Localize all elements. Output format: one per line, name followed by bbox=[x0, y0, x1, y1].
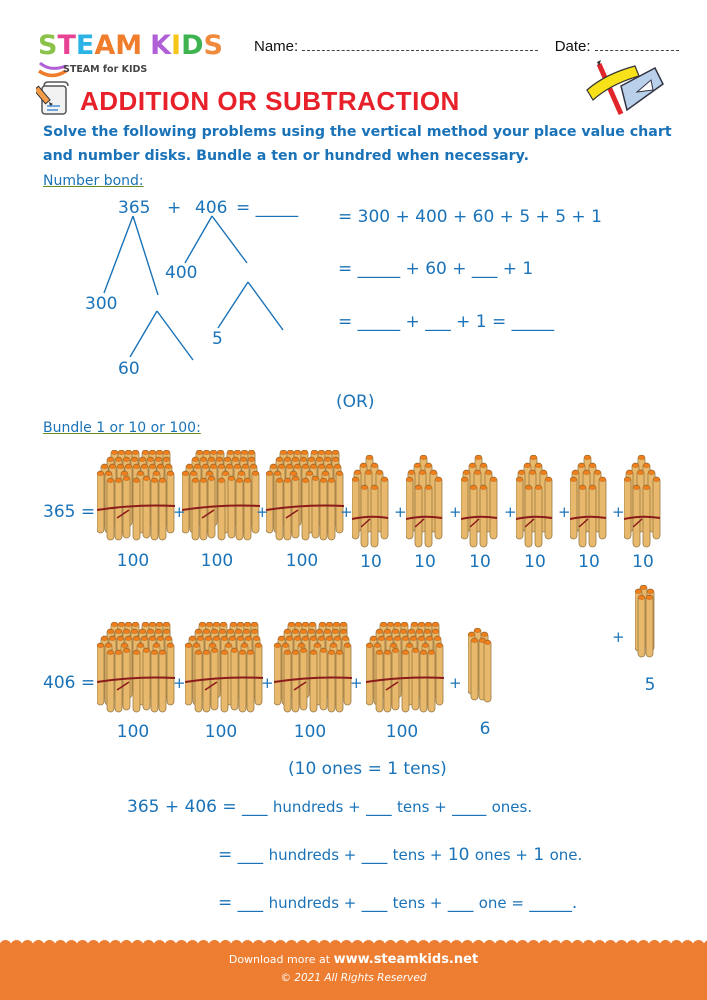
ones-word: ones + bbox=[474, 846, 528, 864]
ten-bundle-icon bbox=[624, 455, 664, 551]
logo-letter: D bbox=[181, 30, 204, 61]
ones-word: ones. bbox=[491, 798, 533, 816]
plus-sign: + bbox=[612, 503, 625, 521]
ten-ones-count: 10 bbox=[447, 845, 470, 865]
hundreds-word: hundreds + bbox=[272, 798, 361, 816]
row2-lhs: 406 = bbox=[43, 673, 96, 693]
hundred-bundle-icon bbox=[97, 450, 179, 546]
ones-blank: ___ bbox=[447, 893, 474, 913]
one-word: one = bbox=[478, 894, 524, 912]
plus-sign: + bbox=[612, 628, 625, 646]
bond-addend-a: 365 bbox=[118, 198, 151, 218]
hundreds-word: hundreds + bbox=[268, 894, 357, 912]
one-count: 1 bbox=[533, 845, 545, 865]
plus-sign: + bbox=[173, 503, 186, 521]
summary-lhs: 365 + 406 = bbox=[127, 797, 237, 817]
plus-sign: + bbox=[256, 503, 269, 521]
plus-sign: + bbox=[449, 503, 462, 521]
plus-sign: + bbox=[558, 503, 571, 521]
ten-bundle-icon bbox=[570, 455, 610, 551]
bond-plus: + bbox=[167, 198, 182, 218]
plus-sign: + bbox=[350, 674, 363, 692]
logo-letter: T bbox=[57, 30, 76, 61]
hundred-bundle-icon bbox=[266, 450, 348, 546]
plus-sign: + bbox=[173, 674, 186, 692]
hundreds-word: hundreds + bbox=[268, 846, 357, 864]
one-word: one. bbox=[549, 846, 583, 864]
tens-blank: ___ bbox=[366, 797, 392, 817]
bond-node-60: 60 bbox=[118, 359, 140, 379]
page-title: ADDITION OR SUBTRACTION bbox=[80, 86, 460, 116]
logo-letter: S bbox=[38, 30, 58, 61]
hundred-bundle-icon bbox=[185, 622, 267, 718]
plus-sign: + bbox=[504, 503, 517, 521]
plus-sign: + bbox=[340, 503, 353, 521]
number-bond-tree-lines bbox=[0, 0, 707, 400]
plus-sign: + bbox=[261, 674, 274, 692]
summary-equals: = bbox=[218, 893, 233, 913]
footer-url-link[interactable]: www.steamkids.net bbox=[333, 952, 479, 967]
tens-word: tens + bbox=[392, 894, 443, 912]
ten-bundle-icon bbox=[352, 455, 392, 551]
tens-word: tens + bbox=[392, 846, 443, 864]
bundle-value-label: 5 bbox=[644, 675, 656, 695]
plus-sign: + bbox=[394, 503, 407, 521]
hundred-bundle-icon bbox=[97, 622, 179, 718]
bundle-value-label: 100 bbox=[204, 722, 238, 742]
logo-letter: I bbox=[171, 30, 182, 61]
bundle-value-label: 100 bbox=[200, 551, 234, 571]
bond-addend-b: 406 bbox=[195, 198, 228, 218]
name-label: Name: bbox=[254, 38, 299, 55]
bundle-value-label: 10 bbox=[469, 552, 491, 572]
ten-bundle-icon bbox=[461, 455, 501, 551]
hundred-bundle-icon bbox=[366, 622, 448, 718]
logo-letter: A bbox=[94, 30, 116, 61]
bundle-value-label: 6 bbox=[479, 719, 491, 739]
bundling-note: (10 ones = 1 tens) bbox=[288, 759, 447, 779]
hundred-bundle-icon bbox=[274, 622, 356, 718]
bundle-value-label: 100 bbox=[116, 722, 150, 742]
or-label: (OR) bbox=[336, 392, 375, 412]
hundred-bundle-icon bbox=[182, 450, 264, 546]
number-bond-label: Number bond: bbox=[43, 173, 144, 189]
bundle-value-label: 100 bbox=[116, 551, 150, 571]
footer-download-text: Download more at bbox=[228, 953, 331, 966]
ten-bundle-icon bbox=[406, 455, 446, 551]
bond-step-2: = _____ + 60 + ___ + 1 bbox=[338, 259, 534, 279]
summary-line-3 bbox=[218, 893, 577, 913]
summary-equals: = bbox=[218, 845, 233, 865]
tens-blank: ___ bbox=[361, 845, 388, 865]
logo-letter: S bbox=[203, 30, 223, 61]
date-label: Date: bbox=[554, 38, 591, 55]
hundreds-blank: ___ bbox=[237, 893, 264, 913]
ones-bundle-6-icon bbox=[468, 628, 504, 712]
bundle-value-label: 10 bbox=[578, 552, 600, 572]
instructions-text: Solve the following problems using the vertical method your place value chart and number disks. Bundle a ten or hundred when necessary. bbox=[43, 124, 672, 164]
summary-line-2 bbox=[218, 845, 582, 865]
bundle-value-label: 100 bbox=[293, 722, 327, 742]
footer-download bbox=[0, 952, 707, 967]
bundle-value-label: 10 bbox=[414, 552, 436, 572]
tens-word: tens + bbox=[397, 798, 447, 816]
bond-step-1: = 300 + 400 + 60 + 5 + 5 + 1 bbox=[338, 207, 602, 227]
bond-node-400: 400 bbox=[165, 263, 198, 283]
bond-node-300: 300 bbox=[85, 294, 118, 314]
hundreds-blank: ___ bbox=[237, 845, 264, 865]
bond-step-3: = _____ + ___ + 1 = _____ bbox=[338, 312, 555, 332]
ten-bundle-icon bbox=[516, 455, 556, 551]
ones-blank: ____ bbox=[452, 797, 487, 817]
bond-node-5: 5 bbox=[212, 329, 223, 349]
answer-blank: _____. bbox=[529, 893, 578, 913]
logo-letter: M bbox=[115, 30, 143, 61]
hundreds-blank: ___ bbox=[242, 797, 268, 817]
bundle-value-label: 100 bbox=[385, 722, 419, 742]
summary-line-1 bbox=[127, 797, 532, 817]
logo-letter: E bbox=[75, 30, 95, 61]
row1-lhs: 365 = bbox=[43, 502, 96, 522]
footer-copyright: © 2021 All Rights Reserved bbox=[280, 972, 427, 984]
bundle-value-label: 100 bbox=[285, 551, 319, 571]
bundle-value-label: 10 bbox=[632, 552, 654, 572]
bundle-section-label: Bundle 1 or 10 or 100: bbox=[43, 420, 201, 436]
logo-tagline: STEAM for KIDS bbox=[63, 64, 148, 75]
bond-equals-blank: = _____ bbox=[236, 198, 299, 218]
bundle-value-label: 10 bbox=[524, 552, 546, 572]
tens-blank: ___ bbox=[361, 893, 388, 913]
bundle-value-label: 10 bbox=[360, 552, 382, 572]
ones-bundle-5-icon bbox=[635, 585, 671, 669]
logo-letter: K bbox=[150, 30, 172, 61]
plus-sign: + bbox=[449, 674, 462, 692]
